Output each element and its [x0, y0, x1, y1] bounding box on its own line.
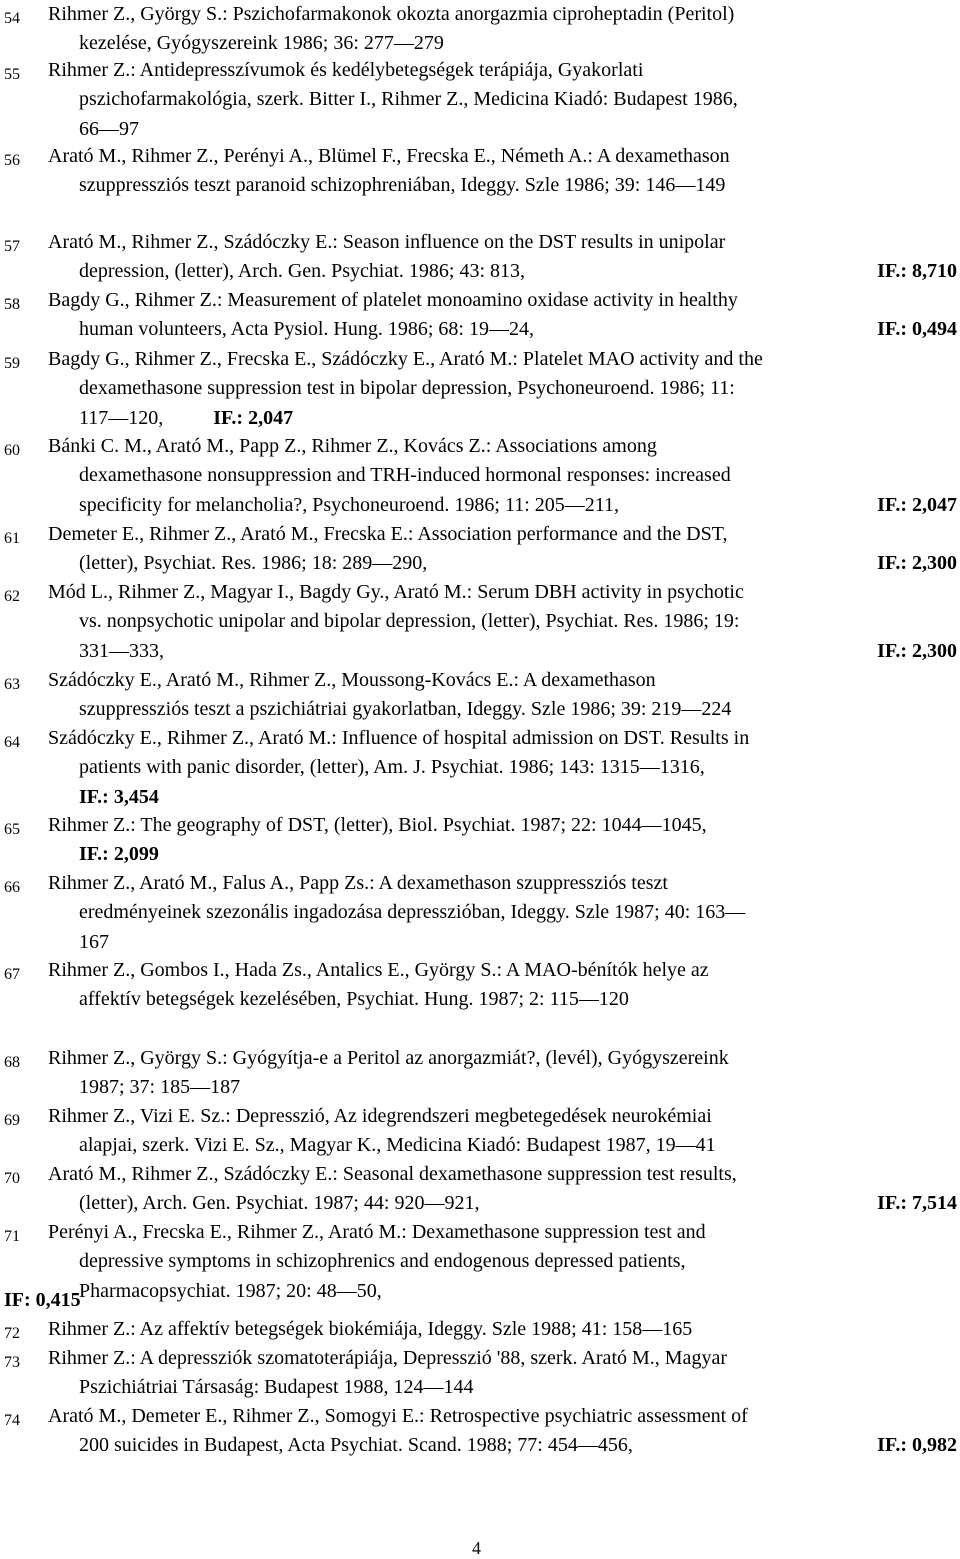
reference-text-line: 200 suicides in Budapest, Acta Psychiat. Scand. 1988; 77: 454—456, — [79, 1434, 633, 1457]
reference-number: 62 — [4, 588, 20, 605]
reference-number: 59 — [4, 355, 20, 372]
reference-text-line: dexamethasone suppression test in bipolar depression, Psychoneuroend. 1986; 11: — [79, 377, 735, 400]
reference-text-line: Rihmer Z., Arató M., Falus A., Papp Zs.: A dexamethason szuppressziós teszt — [48, 872, 668, 894]
reference-text-line: Rihmer Z.: Az affektív betegségek biokémiája, Ideggy. Szle 1988; 41: 158—165 — [48, 1318, 693, 1340]
reference-number: 58 — [4, 296, 20, 313]
reference-text-line: depression, (letter), Arch. Gen. Psychiat. 1986; 43: 813, — [79, 260, 526, 283]
reference-text-line: vs. nonpsychotic unipolar and bipolar depression, (letter), Psychiat. Res. 1986; 19: — [79, 610, 740, 633]
reference-text-line: Rihmer Z.: A depressziók szomatoterápiája, Depresszió '88, szerk. Arató M., Magyar — [48, 1347, 727, 1369]
reference-text-line: affektív betegségek kezelésében, Psychiat. Hung. 1987; 2: 115—120 — [79, 988, 629, 1011]
reference-number: 67 — [4, 966, 20, 983]
reference-text-line: Rihmer Z.: Antidepresszívumok és kedélybetegségek terápiája, Gyakorlati — [48, 59, 644, 81]
reference-number: 54 — [4, 10, 20, 27]
impact-factor: IF.: 2,300 — [877, 639, 957, 662]
reference-text-line: Pszichiátriai Társaság: Budapest 1988, 124—144 — [79, 1376, 474, 1399]
reference-text-line: Arató M., Rihmer Z., Szádóczky E.: Season influence on the DST results in unipolar — [48, 231, 726, 253]
reference-text-line: Bagdy G., Rihmer Z.: Measurement of platelet monoamino oxidase activity in healthy — [48, 289, 738, 311]
reference-text-line: eredményeinek szezonális ingadozása depresszióban, Ideggy. Szle 1987; 40: 163— — [79, 901, 746, 924]
reference-number: 72 — [4, 1325, 20, 1342]
reference-text-line: dexamethasone nonsuppression and TRH-induced hormonal responses: increased — [79, 464, 731, 487]
impact-factor-summary: IF: 0,415 — [4, 1289, 81, 1311]
impact-factor: IF.: 2,099 — [79, 843, 159, 866]
reference-text-line: szuppressziós teszt a pszichiátriai gyakorlatban, Ideggy. Szle 1986; 39: 219—224 — [79, 698, 732, 721]
reference-text-line: human volunteers, Acta Pysiol. Hung. 1986; 68: 19—24, — [79, 318, 534, 341]
reference-text-line: Perényi A., Frecska E., Rihmer Z., Arató M.: Dexamethasone suppression test and — [48, 1221, 706, 1243]
reference-number: 71 — [4, 1228, 20, 1245]
reference-number: 60 — [4, 442, 20, 459]
reference-number: 74 — [4, 1412, 20, 1429]
reference-number: 63 — [4, 676, 20, 693]
impact-factor: IF.: 3,454 — [79, 785, 159, 808]
reference-text-line: (letter), Psychiat. Res. 1986; 18: 289—290, — [79, 552, 428, 575]
impact-factor: IF.: 7,514 — [877, 1192, 957, 1215]
reference-text-line: Arató M., Rihmer Z., Perényi A., Blümel F., Frecska E., Németh A.: A dexamethason — [48, 145, 730, 167]
impact-factor: IF.: 2,300 — [877, 552, 957, 575]
reference-text-line: pszichofarmakológia, szerk. Bitter I., Rihmer Z., Medicina Kiadó: Budapest 1986, — [79, 88, 738, 111]
impact-factor: IF.: 0,982 — [877, 1434, 957, 1457]
reference-number: 70 — [4, 1170, 20, 1187]
impact-factor: IF.: 2,047 — [877, 493, 957, 516]
reference-text-line: (letter), Arch. Gen. Psychiat. 1987; 44: 920—921, — [79, 1192, 480, 1215]
reference-text-line: Szádóczky E., Arató M., Rihmer Z., Moussong-Kovács E.: A dexamethason — [48, 669, 656, 691]
reference-text-line: Rihmer Z., György S.: Pszichofarmakonok okozta anorgazmia ciproheptadin (Peritol) — [48, 3, 735, 25]
reference-text-line: Mód L., Rihmer Z., Magyar I., Bagdy Gy., Arató M.: Serum DBH activity in psychotic — [48, 581, 744, 603]
reference-text-line: 331—333, — [79, 639, 164, 662]
reference-text-line: Rihmer Z., György S.: Gyógyítja-e a Peritol az anorgazmiát?, (levél), Gyógyszereink — [48, 1047, 729, 1069]
impact-factor: IF.: 2,047 — [163, 406, 294, 429]
reference-text-line: 167 — [79, 930, 109, 953]
reference-number: 56 — [4, 152, 20, 169]
impact-factor: IF.: 8,710 — [877, 260, 957, 283]
reference-text-line: kezelése, Gyógyszereink 1986; 36: 277—279 — [79, 32, 444, 55]
reference-text-line: Pharmacopsychiat. 1987; 20: 48—50, — [79, 1279, 382, 1302]
reference-number: 61 — [4, 530, 20, 547]
reference-number: 57 — [4, 238, 20, 255]
reference-text-line: Szádóczky E., Rihmer Z., Arató M.: Influence of hospital admission on DST. Results in — [48, 727, 750, 749]
reference-number: 73 — [4, 1354, 20, 1371]
reference-text-line: Rihmer Z.: The geography of DST, (letter), Biol. Psychiat. 1987; 22: 1044—1045, — [48, 814, 707, 836]
reference-text-line: Rihmer Z., Vizi E. Sz.: Depresszió, Az idegrendszeri megbetegedések neurokémiai — [48, 1105, 712, 1127]
reference-text-line: depressive symptoms in schizophrenics and endogenous depressed patients, — [79, 1250, 686, 1273]
reference-text-line: szuppressziós teszt paranoid schizophreniában, Ideggy. Szle 1986; 39: 146—149 — [79, 174, 726, 197]
reference-text-line: Arató M., Demeter E., Rihmer Z., Somogyi E.: Retrospective psychiatric assessment of — [48, 1405, 748, 1427]
reference-text-line: Bánki C. M., Arató M., Papp Z., Rihmer Z., Kovács Z.: Associations among — [48, 435, 657, 457]
reference-text-line: patients with panic disorder, (letter), Am. J. Psychiat. 1986; 143: 1315—1316, — [79, 756, 705, 779]
reference-text-line: 66—97 — [79, 117, 139, 140]
reference-text-line: Demeter E., Rihmer Z., Arató M., Frecska E.: Association performance and the DST, — [48, 523, 728, 545]
reference-text-line: Arató M., Rihmer Z., Szádóczky E.: Seasonal dexamethasone suppression test results, — [48, 1163, 737, 1185]
reference-number: 65 — [4, 821, 20, 838]
reference-text-line: 117—120, IF.: 2,047 — [79, 406, 294, 429]
reference-number: 69 — [4, 1112, 20, 1129]
reference-number: 68 — [4, 1054, 20, 1071]
reference-text-line: specificity for melancholia?, Psychoneuroend. 1986; 11: 205—211, — [79, 493, 620, 516]
reference-text-line: 1987; 37: 185—187 — [79, 1076, 241, 1099]
reference-number: 66 — [4, 879, 20, 896]
reference-text-line: Rihmer Z., Gombos I., Hada Zs., Antalics E., György S.: A MAO-bénítók helye az — [48, 959, 709, 981]
reference-number: 55 — [4, 66, 20, 83]
page-number: 4 — [472, 1538, 481, 1558]
reference-text-line: Bagdy G., Rihmer Z., Frecska E., Szádóczky E., Arató M.: Platelet MAO activity and the — [48, 348, 763, 370]
reference-number: 64 — [4, 734, 20, 751]
impact-factor: IF.: 0,494 — [877, 318, 957, 341]
reference-text-line: alapjai, szerk. Vizi E. Sz., Magyar K., Medicina Kiadó: Budapest 1987, 19—41 — [79, 1134, 716, 1157]
